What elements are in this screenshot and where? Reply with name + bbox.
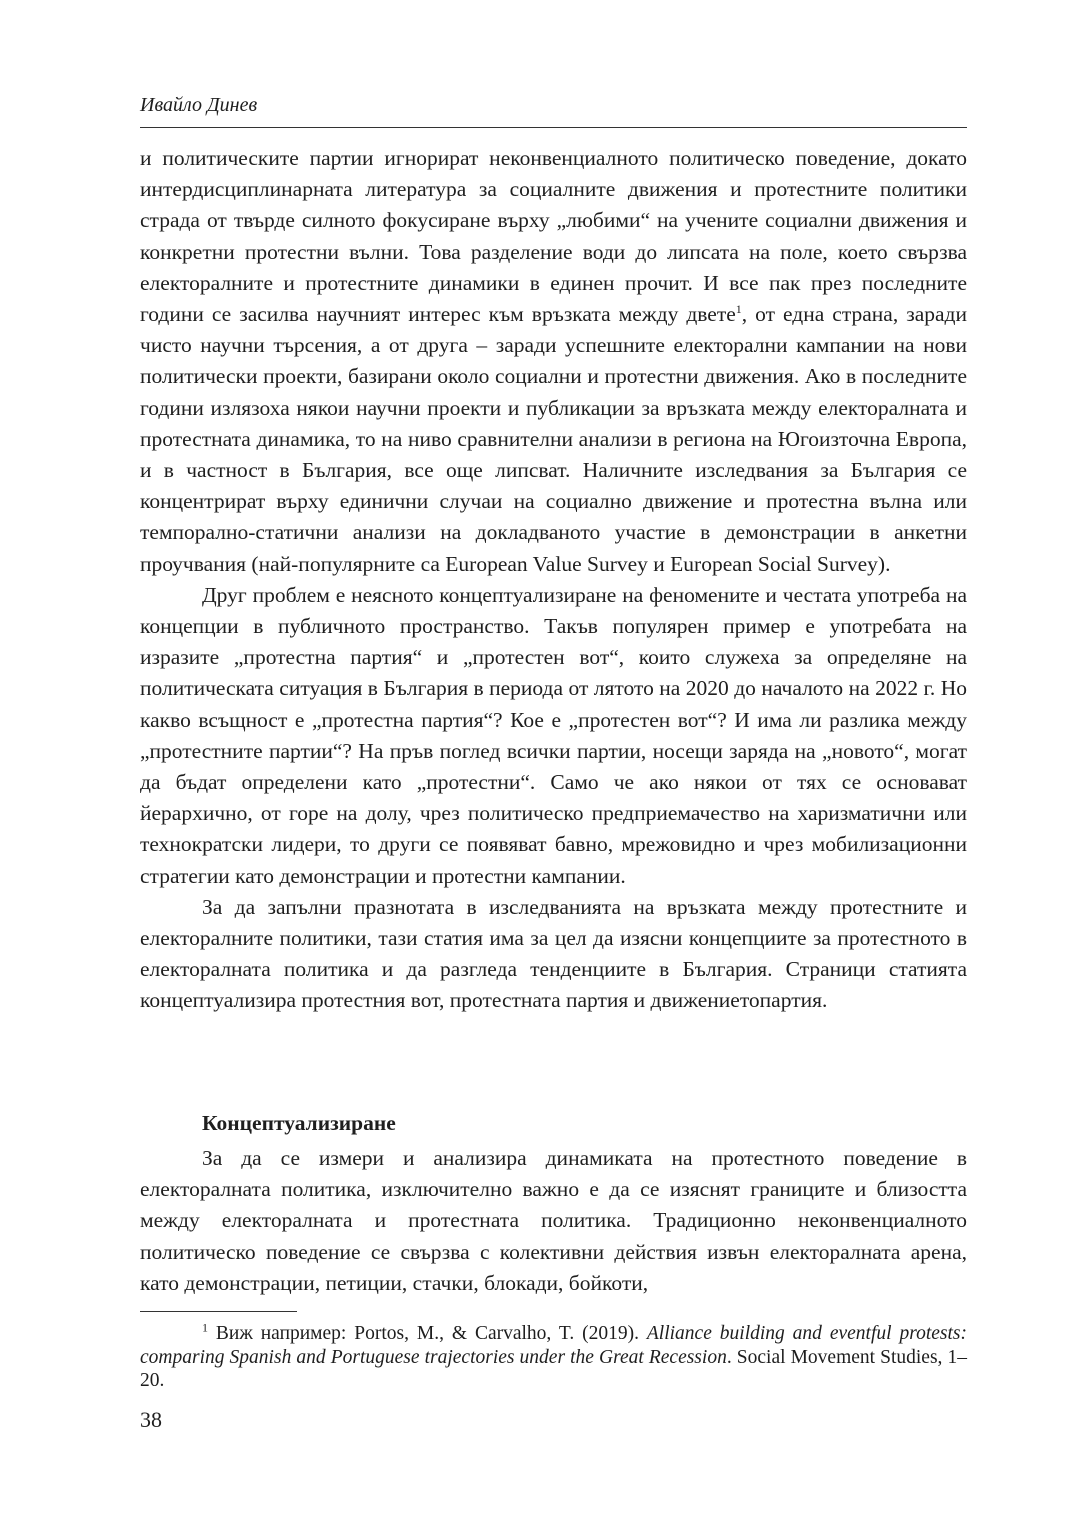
running-head: Ивайло Динев <box>140 94 258 116</box>
body-text <box>140 143 967 1017</box>
footnote-title: Alliance building and eventful protests: comparing Spanish and Portuguese trajectories under the Great Recession <box>140 1323 967 1368</box>
footnote-lead: Виж например: Portos, M., & Carvalho, T. (2019). <box>208 1323 647 1344</box>
paragraph-1 <box>140 143 967 580</box>
paragraph-2: Друг проблем е неясното концептуализиране на феномените и честата употреба на концепции в публичното пространство. Такъв популярен пример е употребата на изразите „протестна партия“ и „протестен вот“, които служеха за определяне на политическата ситуация в България в периода от лятото на 2020 до началото на 2022 г. Но какво всъщност е „протестна партия“? Кое е „протестен вот“? И има ли разлика между „протестните партии“? На пръв поглед всички партии, носещи заряда на „новото“, могат да бъдат определени като „протестни“. Само че ако някои от тях се основават йерархично, от горе на долу, чрез политическо предприемачество на харизматични или технократски лидери, то други се появяват бавно, мрежовидно и чрез мобилизационни стратегии като демонстрации и протестни кампании. <box>140 582 967 888</box>
paragraph-1-part-b: , от една страна, заради чисто научни търсения, а от друга – заради успешните електорални кампании на нови политически проекти, базирани около социални и протестни движения. Ако в последните години излязоха някои научни проекти и публикации за връзката между електоралната и протестната динамика, то на ниво сравнителни анализи в региона на Югоизточна Европа, и в частност в България, все още липсват. Наличните изследвания за България се концентрират върху единични случаи на социално движение и протестна вълна или темпорално-статични анализи на докладваното участие в демонстрации в анкетни проучвания (най-популярните са European Value Survey и European Social Survey). <box>140 302 967 576</box>
footnote-reference[interactable]: 1 <box>735 301 742 316</box>
paragraph-3: За да запълни празнотата в изследванията на връзката между протестните и електоралните политики, тази статия има за цел да изясни концепциите за протестното в електоралната политика и да разгледа тенденциите в България. Страници статията концептуализира протестния вот, протестната партия и движениетопартия. <box>140 894 967 1013</box>
header-rule <box>140 127 967 128</box>
section-heading: Концептуализиране <box>202 1111 396 1135</box>
page-number: 38 <box>140 1407 162 1432</box>
section-paragraph-1: За да се измери и анализира динамиката на протестното поведение в електоралната политика, изключително важно е да се изяснят границите и близостта между електоралната и протестната политика. Традиционно неконвенциалното политическо поведение се свързва с колективни действия извън електоралната арена, като демонстрации, петиции, стачки, блокади, бойкоти, <box>140 1146 967 1295</box>
footnote-rule <box>140 1311 297 1312</box>
paragraph-1-part-a: и политическите партии игнорират неконвенциалното политическо поведение, докато интердисциплинарната литература за социалните движения и протестните политики страда от твърде силното фокусиране върху „любими“ на учените социални движения и конкретни протестни вълни. Това разделение води до липсата на поле, което свързва електоралните и протестните динамики в единен прочит. И все пак през последните години се засилва научният интерес към връзката между двете <box>140 146 967 327</box>
footnote-text <box>140 1322 967 1393</box>
footnote <box>140 1322 967 1393</box>
footnote-mark: 1 <box>202 1320 208 1335</box>
footnote-tail: . Social Movement Studies, 1–20. <box>140 1346 967 1391</box>
section-text <box>140 1143 967 1299</box>
